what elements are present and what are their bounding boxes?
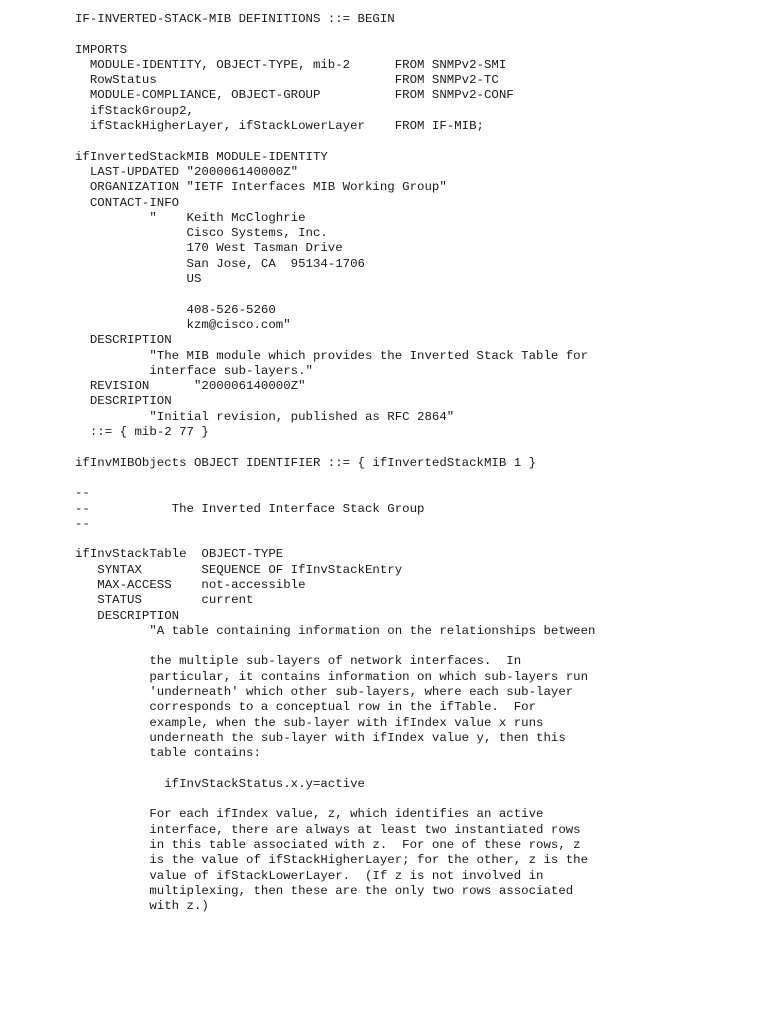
document-line: MODULE-IDENTITY, OBJECT-TYPE, mib-2 FROM SNMPv2-SMI [75,57,507,72]
document-line: 'underneath' which other sub-layers, where each sub-layer [75,685,574,700]
document-line: table contains: [75,746,261,761]
document-line: IMPORTS [75,42,128,57]
document-line: -- The Inverted Interface Stack Group [75,501,425,516]
document-line: REVISION "200006140000Z" [75,379,306,394]
document-line: value of ifStackLowerLayer. (If z is not involved in [75,868,544,883]
document-line: MODULE-COMPLIANCE, OBJECT-GROUP FROM SNMPv2-CONF [75,88,514,103]
document-line: -- [75,516,90,531]
document-line: ifInvMIBObjects OBJECT IDENTIFIER ::= { ifInvertedStackMIB 1 } [75,455,537,470]
document-line: DESCRIPTION [75,394,172,409]
document-line: STATUS current [75,593,254,608]
document-line: CONTACT-INFO [75,195,180,210]
document-line: DESCRIPTION [75,608,180,623]
document-line: example, when the sub-layer with ifIndex value x runs [75,715,544,730]
document-line: "The MIB module which provides the Inverted Stack Table for [75,348,589,363]
document-line: Cisco Systems, Inc. [75,226,328,241]
mib-document [75,12,755,915]
document-line: in this table associated with z. For one of these rows, z [75,838,581,853]
document-line: interface sub-layers." [75,363,313,378]
document-line [75,134,755,149]
document-line: kzm@cisco.com" [75,317,291,332]
document-line: -- [75,486,90,501]
document-line: is the value of ifStackHigherLayer; for the other, z is the [75,853,589,868]
document-line: multiplexing, then these are the only two rows associated [75,883,574,898]
document-line: LAST-UPDATED "200006140000Z" [75,164,299,179]
document-line [75,287,755,302]
document-line: "A table containing information on the relationships between [75,623,596,638]
document-line: IF-INVERTED-STACK-MIB DEFINITIONS ::= BEGIN [75,12,395,26]
document-line: particular, it contains information on which sub-layers run [75,669,589,684]
document-line: SYNTAX SEQUENCE OF IfInvStackEntry [75,562,403,577]
document-line [75,532,755,547]
document-line [75,639,755,654]
document-line [75,440,755,455]
document-line: ifStackHigherLayer, ifStackLowerLayer FROM IF-MIB; [75,119,484,134]
document-line: San Jose, CA 95134-1706 [75,256,365,271]
document-line: For each ifIndex value, z, which identifies an active [75,807,544,822]
document-line: the multiple sub-layers of network interfaces. In [75,654,522,669]
document-line [75,27,755,42]
document-line: underneath the sub-layer with ifIndex value y, then this [75,730,566,745]
document-line: 170 West Tasman Drive [75,241,343,256]
document-line: US [75,272,202,287]
document-line: corresponds to a conceptual row in the ifTable. For [75,700,537,715]
document-line [75,762,755,777]
document-line: DESCRIPTION [75,333,172,348]
document-line: " Keith McCloghrie [75,210,306,225]
document-line: RowStatus FROM SNMPv2-TC [75,73,499,88]
document-line [75,792,755,807]
document-line: ifInvStackTable OBJECT-TYPE [75,547,284,562]
document-line: ifInvertedStackMIB MODULE-IDENTITY [75,149,328,164]
document-line: "Initial revision, published as RFC 2864" [75,409,455,424]
document-line: interface, there are always at least two instantiated rows [75,822,581,837]
document-line: with z.) [75,899,209,914]
document-line [75,471,755,486]
document-line: MAX-ACCESS not-accessible [75,577,306,592]
document-line: ::= { mib-2 77 } [75,425,209,440]
document-line: ifInvStackStatus.x.y=active [75,776,365,791]
document-line: ifStackGroup2, [75,103,194,118]
document-line: 408-526-5260 [75,302,276,317]
document-line: ORGANIZATION "IETF Interfaces MIB Working Group" [75,180,447,195]
